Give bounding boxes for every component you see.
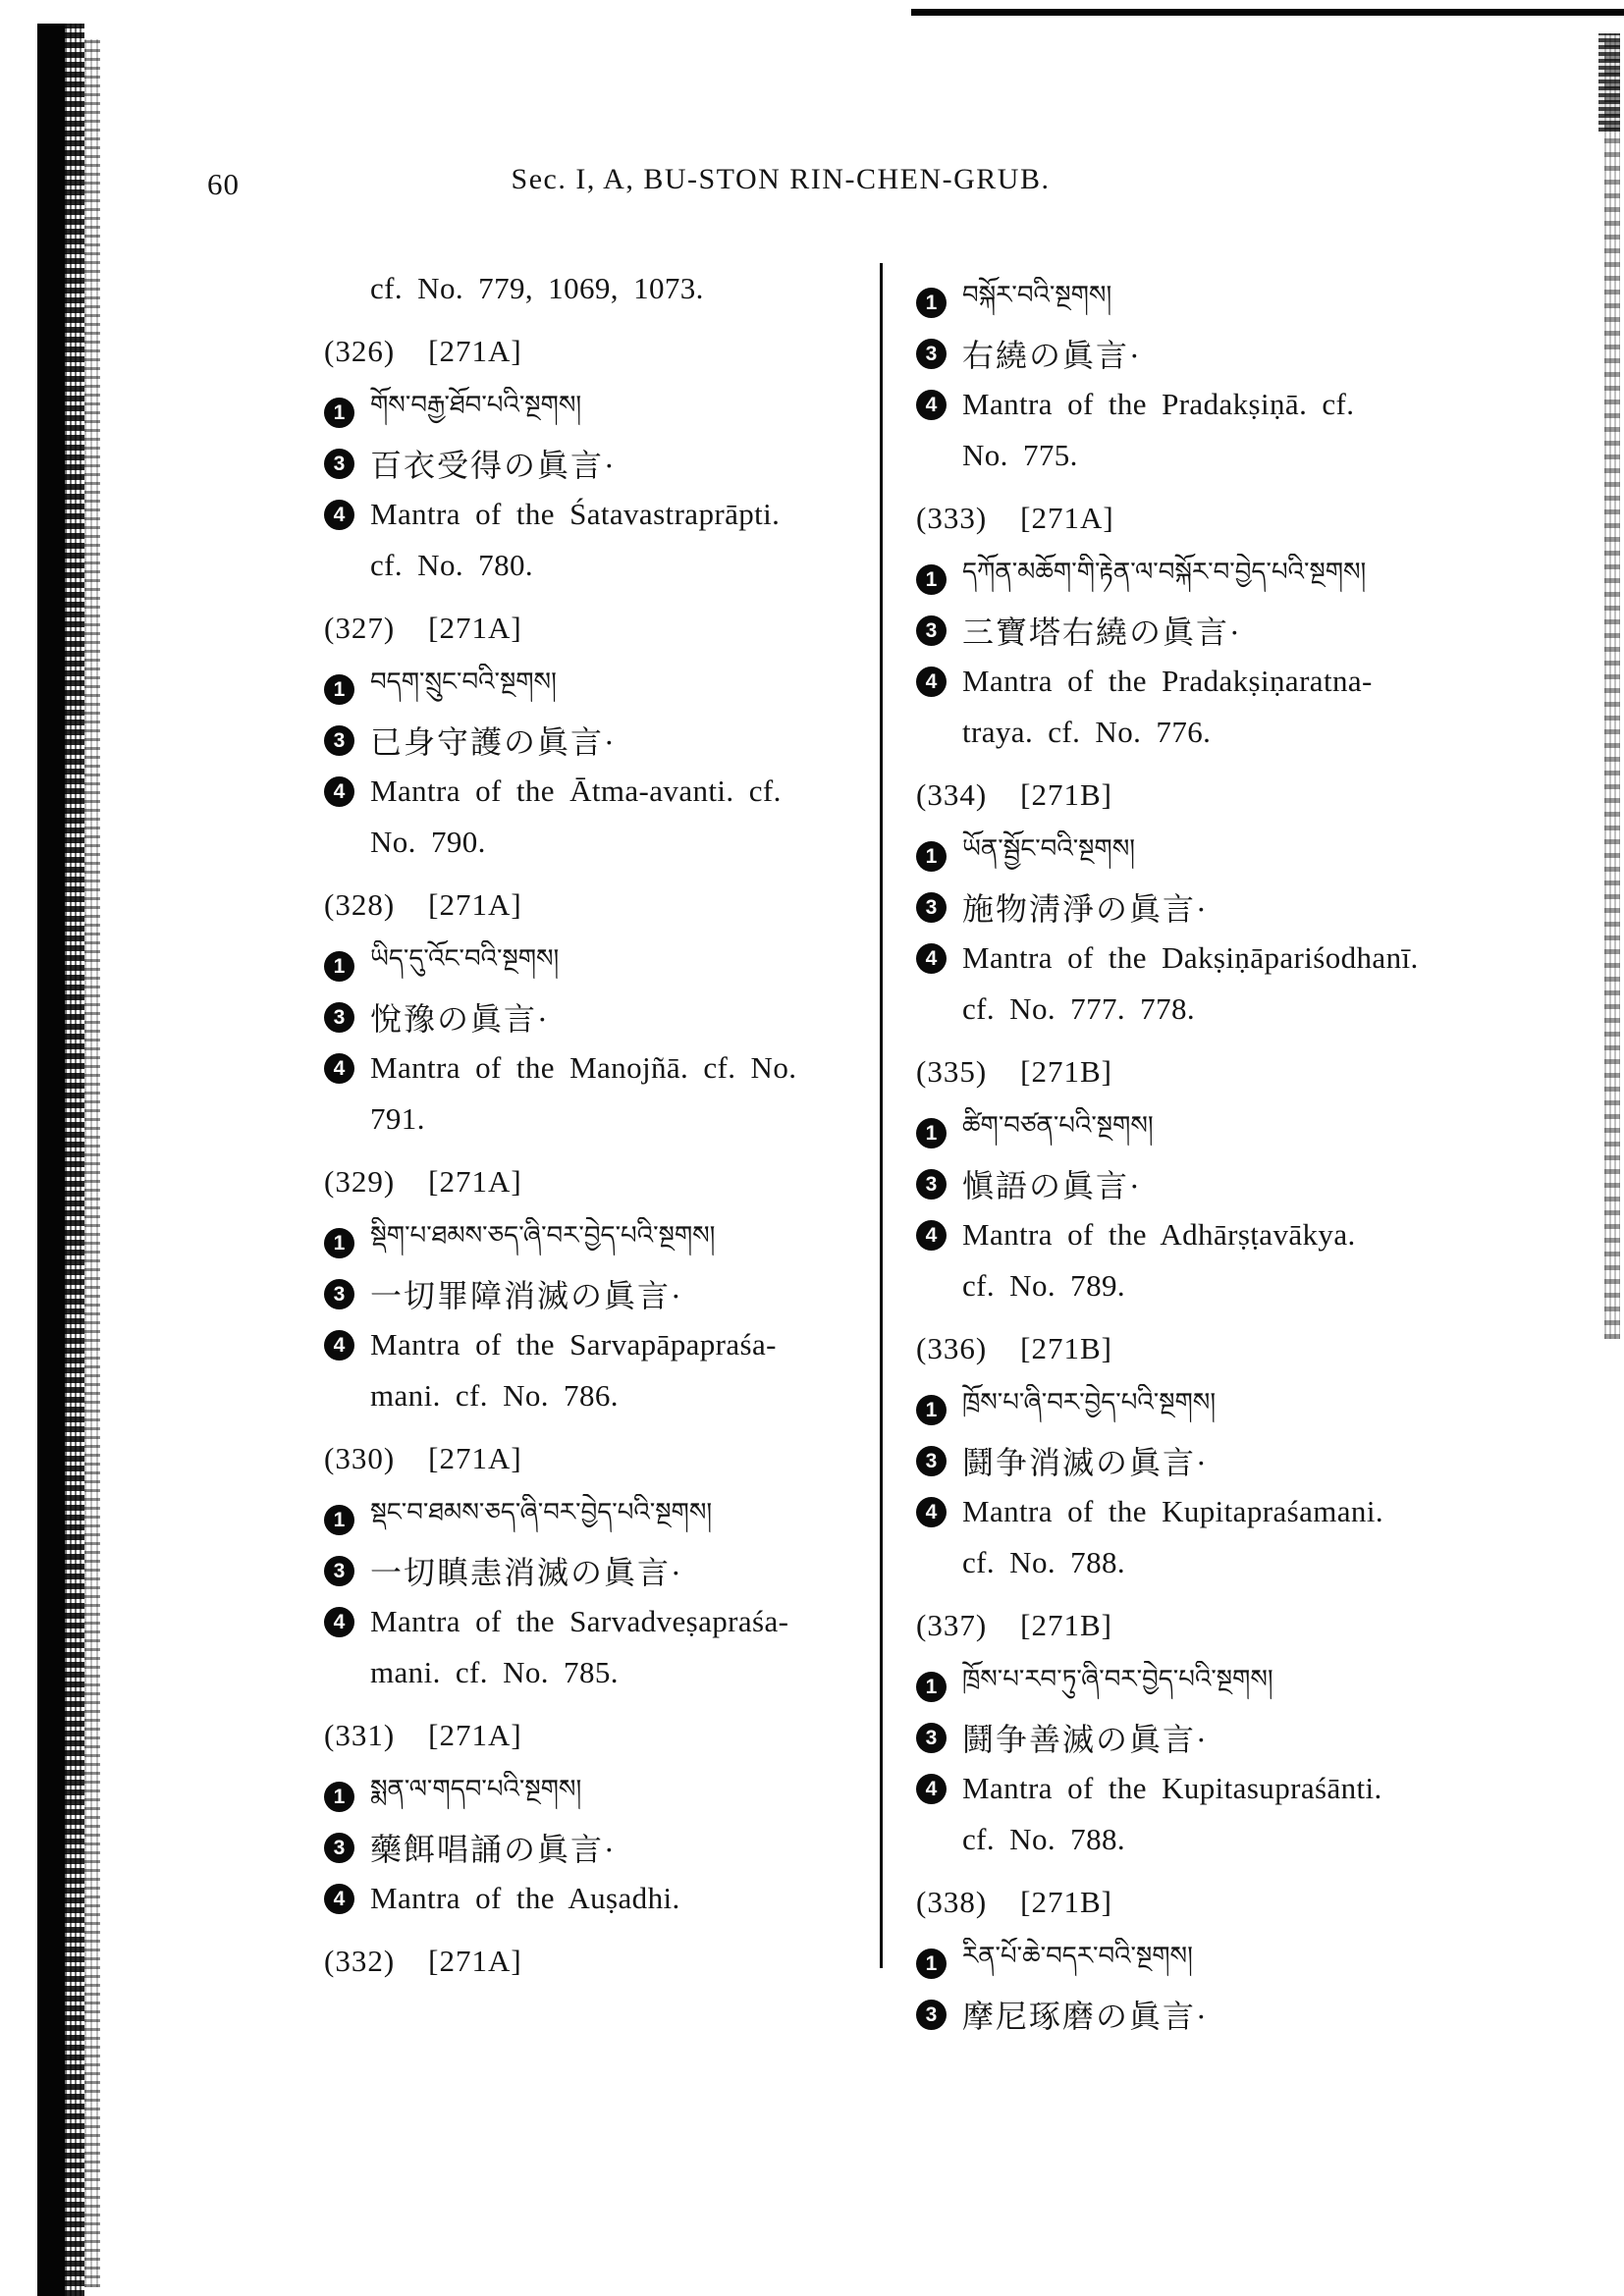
numbered-bullet-icon: 4 <box>324 1884 354 1914</box>
entry-line <box>916 1537 1472 1588</box>
entry-line <box>916 1107 1472 1158</box>
line-text: 施物淸淨の眞言· <box>962 891 1209 927</box>
numbered-bullet-icon: 3 <box>916 1723 947 1753</box>
entry-line <box>324 1268 870 1319</box>
numbered-bullet-icon: 1 <box>916 564 947 595</box>
line-text: Mantra of the Manojñā. cf. No. <box>370 1050 797 1085</box>
entry-line <box>324 1494 870 1545</box>
running-header-title: Sec. I, A, BU-STON RIN-CHEN-GRUB. <box>511 163 1051 195</box>
entry-line <box>916 554 1472 605</box>
entry-line <box>324 1094 870 1145</box>
line-text: 已身守護の眞言· <box>370 724 617 760</box>
entry-line <box>324 1370 870 1421</box>
entry-line <box>916 1989 1472 2040</box>
line-text: Mantra of the Auṣadhi. <box>370 1881 680 1915</box>
entry-line <box>916 1435 1472 1486</box>
catalog-entry <box>324 603 870 868</box>
line-text: cf. No. 780. <box>370 548 534 582</box>
entry-line <box>324 715 870 766</box>
line-text: 一切罪障消滅の眞言· <box>370 1278 683 1313</box>
entry-line <box>324 1771 870 1822</box>
catalog-entry <box>916 277 1472 481</box>
line-text: cf. No. 789. <box>962 1268 1126 1303</box>
numbered-bullet-icon: 4 <box>916 1774 947 1804</box>
entry-folio: [271B] <box>1020 777 1112 812</box>
line-text: Mantra of the Kupitasupraśānti. <box>962 1771 1382 1805</box>
entry-line <box>916 1814 1472 1865</box>
numbered-bullet-icon: 3 <box>916 1446 947 1476</box>
entry-line <box>916 379 1472 430</box>
numbered-bullet-icon: 4 <box>916 943 947 974</box>
left-gutter-scan-noise <box>65 24 84 2296</box>
entry-folio: [271B] <box>1020 1885 1112 1919</box>
entry-number: (330) <box>324 1441 396 1475</box>
line-text: བསྐོར་བའི་སྔགས། <box>962 280 1112 310</box>
entry-line <box>324 489 870 540</box>
line-text: སྨན་ལ་གདབ་པའི་སྔགས། <box>370 1774 582 1804</box>
entry-line <box>916 1384 1472 1435</box>
entry-line <box>916 1661 1472 1712</box>
numbered-bullet-icon: 1 <box>916 841 947 872</box>
numbered-bullet-icon: 3 <box>324 725 354 756</box>
entry-number: (328) <box>324 887 396 922</box>
entry-number: (336) <box>916 1331 988 1365</box>
entry-line <box>324 766 870 817</box>
numbered-bullet-icon: 4 <box>916 667 947 697</box>
entry-number: (335) <box>916 1054 988 1089</box>
entry-folio: [271B] <box>1020 1054 1112 1089</box>
line-text: 鬪争善滅の眞言· <box>962 1722 1209 1757</box>
line-text: 悅豫の眞言· <box>370 1001 550 1037</box>
entry-line <box>916 707 1472 758</box>
line-text: cf. No. 777. 778. <box>962 991 1196 1026</box>
entry-head <box>324 1710 870 1761</box>
entry-lines <box>916 1384 1472 1588</box>
line-text: Mantra of the Adhārṣṭavākya. <box>962 1217 1356 1252</box>
entry-number: (331) <box>324 1718 396 1752</box>
numbered-bullet-icon: 1 <box>324 1228 354 1258</box>
numbered-bullet-icon: 1 <box>916 1118 947 1148</box>
entry-head <box>324 1433 870 1484</box>
entry-line <box>916 933 1472 984</box>
line-text: Mantra of the Kupitapraśamani. <box>962 1494 1383 1528</box>
entry-line <box>324 1647 870 1698</box>
entry-number: (329) <box>324 1164 396 1199</box>
numbered-bullet-icon: 1 <box>324 398 354 428</box>
numbered-bullet-icon: 4 <box>916 1497 947 1527</box>
numbered-bullet-icon: 1 <box>916 1949 947 1979</box>
entry-line <box>916 605 1472 656</box>
catalog-entry <box>916 1600 1472 1865</box>
entry-lines <box>324 263 870 314</box>
entry-lines <box>916 1661 1472 1865</box>
entry-folio: [271B] <box>1020 1608 1112 1642</box>
numbered-bullet-icon: 4 <box>324 1053 354 1084</box>
line-text: Mantra of the Śatavastraprāpti. <box>370 497 781 531</box>
entry-line <box>324 438 870 489</box>
line-text: No. 790. <box>370 825 486 859</box>
catalog-entry <box>324 1156 870 1421</box>
numbered-bullet-icon: 1 <box>324 951 354 982</box>
column-left <box>324 263 870 1997</box>
entry-number: (326) <box>324 334 396 368</box>
line-text: No. 775. <box>962 438 1078 472</box>
line-text: 791. <box>370 1101 425 1136</box>
numbered-bullet-icon: 3 <box>324 449 354 479</box>
entry-head <box>324 603 870 654</box>
line-text: ཡིད་དུ་འོང་བའི་སྔགས། <box>370 943 560 974</box>
line-text: ཁྲོས་པ་ཞི་བར་བྱེད་པའི་སྔགས། <box>962 1387 1217 1417</box>
catalog-entry <box>324 263 870 314</box>
right-edge-scan-noise <box>1604 33 1620 1339</box>
catalog-entry <box>324 880 870 1145</box>
line-text: ཡོན་སྦྱོང་བའི་སྔགས། <box>962 833 1136 864</box>
line-text: 右繞の眞言· <box>962 338 1142 373</box>
entry-head <box>324 1936 870 1987</box>
line-text: mani. cf. No. 786. <box>370 1378 619 1413</box>
entry-folio: [271A] <box>428 1718 522 1752</box>
entry-line <box>324 1319 870 1370</box>
entry-line <box>324 817 870 868</box>
entry-line <box>916 1712 1472 1763</box>
numbered-bullet-icon: 3 <box>916 1169 947 1200</box>
entry-line <box>324 1217 870 1268</box>
line-text: ཚིག་བཙན་པའི་སྔགས། <box>962 1110 1154 1141</box>
entry-line <box>324 540 870 591</box>
line-text: 一切瞋恚消滅の眞言· <box>370 1555 683 1590</box>
numbered-bullet-icon: 1 <box>324 1782 354 1812</box>
numbered-bullet-icon: 3 <box>324 1002 354 1033</box>
catalog-entry <box>324 326 870 591</box>
numbered-bullet-icon: 4 <box>916 1220 947 1251</box>
catalog-entry <box>324 1936 870 1987</box>
entry-head <box>916 1323 1472 1374</box>
numbered-bullet-icon: 3 <box>324 1833 354 1863</box>
entry-lines <box>324 940 870 1145</box>
line-text: རིན་པོ་ཆེ་བདར་བའི་སྔགས། <box>962 1941 1193 1971</box>
numbered-bullet-icon: 4 <box>324 500 354 530</box>
line-text: Mantra of the Sarvapāpapraśa- <box>370 1327 777 1362</box>
numbered-bullet-icon: 3 <box>916 339 947 369</box>
entry-line <box>916 1260 1472 1311</box>
right-edge-scan-smudge <box>1598 33 1620 132</box>
entry-folio: [271A] <box>428 611 522 645</box>
entry-head <box>324 880 870 931</box>
column-right <box>916 263 1472 2040</box>
entry-line <box>324 1545 870 1596</box>
numbered-bullet-icon: 4 <box>324 776 354 807</box>
entry-line <box>916 656 1472 707</box>
numbered-bullet-icon: 1 <box>916 288 947 318</box>
line-text: mani. cf. No. 785. <box>370 1655 619 1689</box>
line-text: cf. No. 788. <box>962 1545 1126 1579</box>
entry-head <box>916 1600 1472 1651</box>
entry-lines <box>916 1107 1472 1311</box>
numbered-bullet-icon: 3 <box>916 615 947 646</box>
line-text: 藥餌唱誦の眞言· <box>370 1832 617 1867</box>
entry-line <box>324 664 870 715</box>
catalog-entry <box>916 493 1472 758</box>
entry-folio: [271A] <box>428 1441 522 1475</box>
entry-lines <box>916 830 1472 1035</box>
line-text: 百衣受得の眞言· <box>370 448 617 483</box>
entry-folio: [271B] <box>1020 1331 1112 1365</box>
entry-head <box>916 493 1472 544</box>
entry-head <box>916 1046 1472 1097</box>
entry-line <box>916 1763 1472 1814</box>
line-text: cf. No. 788. <box>962 1822 1126 1856</box>
numbered-bullet-icon: 4 <box>916 390 947 420</box>
entry-number: (332) <box>324 1944 396 1978</box>
line-text: traya. cf. No. 776. <box>962 715 1212 749</box>
entry-line <box>916 1938 1472 1989</box>
entry-head <box>916 770 1472 821</box>
line-text: 摩尼琢磨の眞言· <box>962 1999 1209 2034</box>
entry-lines <box>324 664 870 868</box>
numbered-bullet-icon: 3 <box>324 1279 354 1309</box>
entry-folio: [271A] <box>1020 501 1114 535</box>
line-text: Mantra of the Pradakṣiṇā. cf. <box>962 387 1355 421</box>
line-text: cf. No. 779, 1069, 1073. <box>370 271 704 305</box>
line-text: སྡང་བ་ཐམས་ཅད་ཞི་བར་བྱེད་པའི་སྔགས། <box>370 1497 713 1527</box>
catalog-entry <box>916 1877 1472 2040</box>
numbered-bullet-icon: 1 <box>916 1672 947 1702</box>
line-text: 愼語の眞言· <box>962 1168 1142 1203</box>
column-divider-rule <box>880 263 883 1968</box>
line-text: 鬪争消滅の眞言· <box>962 1445 1209 1480</box>
entry-line <box>324 387 870 438</box>
line-text: Mantra of the Dakṣiṇāpariśodhanī. <box>962 940 1419 975</box>
entry-folio: [271A] <box>428 334 522 368</box>
entry-lines <box>324 1217 870 1421</box>
entry-line <box>916 984 1472 1035</box>
numbered-bullet-icon: 1 <box>324 1505 354 1535</box>
catalog-entry <box>324 1433 870 1698</box>
entry-lines <box>916 554 1472 758</box>
line-text: གོས་བརྒྱ་ཐོབ་པའི་སྔགས། <box>370 390 582 420</box>
numbered-bullet-icon: 1 <box>324 674 354 705</box>
entry-head <box>916 1877 1472 1928</box>
line-text: དཀོན་མཆོག་གི་རྟེན་ལ་བསྐོར་བ་བྱེད་པའི་སྔགས། <box>962 557 1367 587</box>
entry-line <box>916 830 1472 881</box>
entry-line <box>324 1822 870 1873</box>
entry-number: (334) <box>916 777 988 812</box>
entry-line <box>916 881 1472 933</box>
line-text: སྡིག་པ་ཐམས་ཅད་ཞི་བར་བྱེད་པའི་སྔགས། <box>370 1220 716 1251</box>
entry-line <box>916 1158 1472 1209</box>
entry-line <box>324 1042 870 1094</box>
numbered-bullet-icon: 3 <box>916 2000 947 2030</box>
entry-line <box>324 940 870 991</box>
entry-folio: [271A] <box>428 887 522 922</box>
line-text: ཁྲོས་པ་རབ་ཏུ་ཞི་བར་བྱེད་པའི་སྔགས། <box>962 1664 1273 1694</box>
line-text: བདག་སྲུང་བའི་སྔགས། <box>370 667 557 697</box>
page-number: 60 <box>207 167 240 201</box>
entry-number: (338) <box>916 1885 988 1919</box>
numbered-bullet-icon: 4 <box>324 1330 354 1361</box>
numbered-bullet-icon: 3 <box>916 892 947 923</box>
catalog-entry <box>916 770 1472 1035</box>
catalog-entry <box>916 1046 1472 1311</box>
catalog-entry <box>916 1323 1472 1588</box>
entry-line <box>916 1209 1472 1260</box>
entry-line <box>916 277 1472 328</box>
entry-line <box>916 1486 1472 1537</box>
entry-number: (327) <box>324 611 396 645</box>
entry-line <box>916 430 1472 481</box>
line-text: Mantra of the Ātma-avanti. cf. <box>370 774 782 808</box>
line-text: Mantra of the Sarvadveṣapraśa- <box>370 1604 789 1638</box>
entry-lines <box>324 387 870 591</box>
entry-line <box>324 1596 870 1647</box>
entry-head <box>324 1156 870 1207</box>
left-gutter-scan-band <box>37 24 65 2296</box>
line-text: 三寶塔右繞の眞言· <box>962 614 1242 650</box>
left-gutter-scan-speckle <box>84 39 100 2287</box>
entry-lines <box>324 1771 870 1924</box>
entry-line <box>916 328 1472 379</box>
entry-lines <box>324 1494 870 1698</box>
entry-line <box>324 263 870 314</box>
numbered-bullet-icon: 4 <box>324 1607 354 1637</box>
entry-number: (333) <box>916 501 988 535</box>
entry-number: (337) <box>916 1608 988 1642</box>
entry-lines <box>916 277 1472 481</box>
entry-line <box>324 1873 870 1924</box>
entry-head <box>324 326 870 377</box>
entry-folio: [271A] <box>428 1944 522 1978</box>
entry-line <box>324 991 870 1042</box>
catalog-entry <box>324 1710 870 1924</box>
entry-lines <box>916 1938 1472 2040</box>
top-edge-scan-bar <box>911 9 1624 16</box>
numbered-bullet-icon: 1 <box>916 1395 947 1425</box>
line-text: Mantra of the Pradakṣiṇaratna- <box>962 664 1373 698</box>
numbered-bullet-icon: 3 <box>324 1556 354 1586</box>
entry-folio: [271A] <box>428 1164 522 1199</box>
